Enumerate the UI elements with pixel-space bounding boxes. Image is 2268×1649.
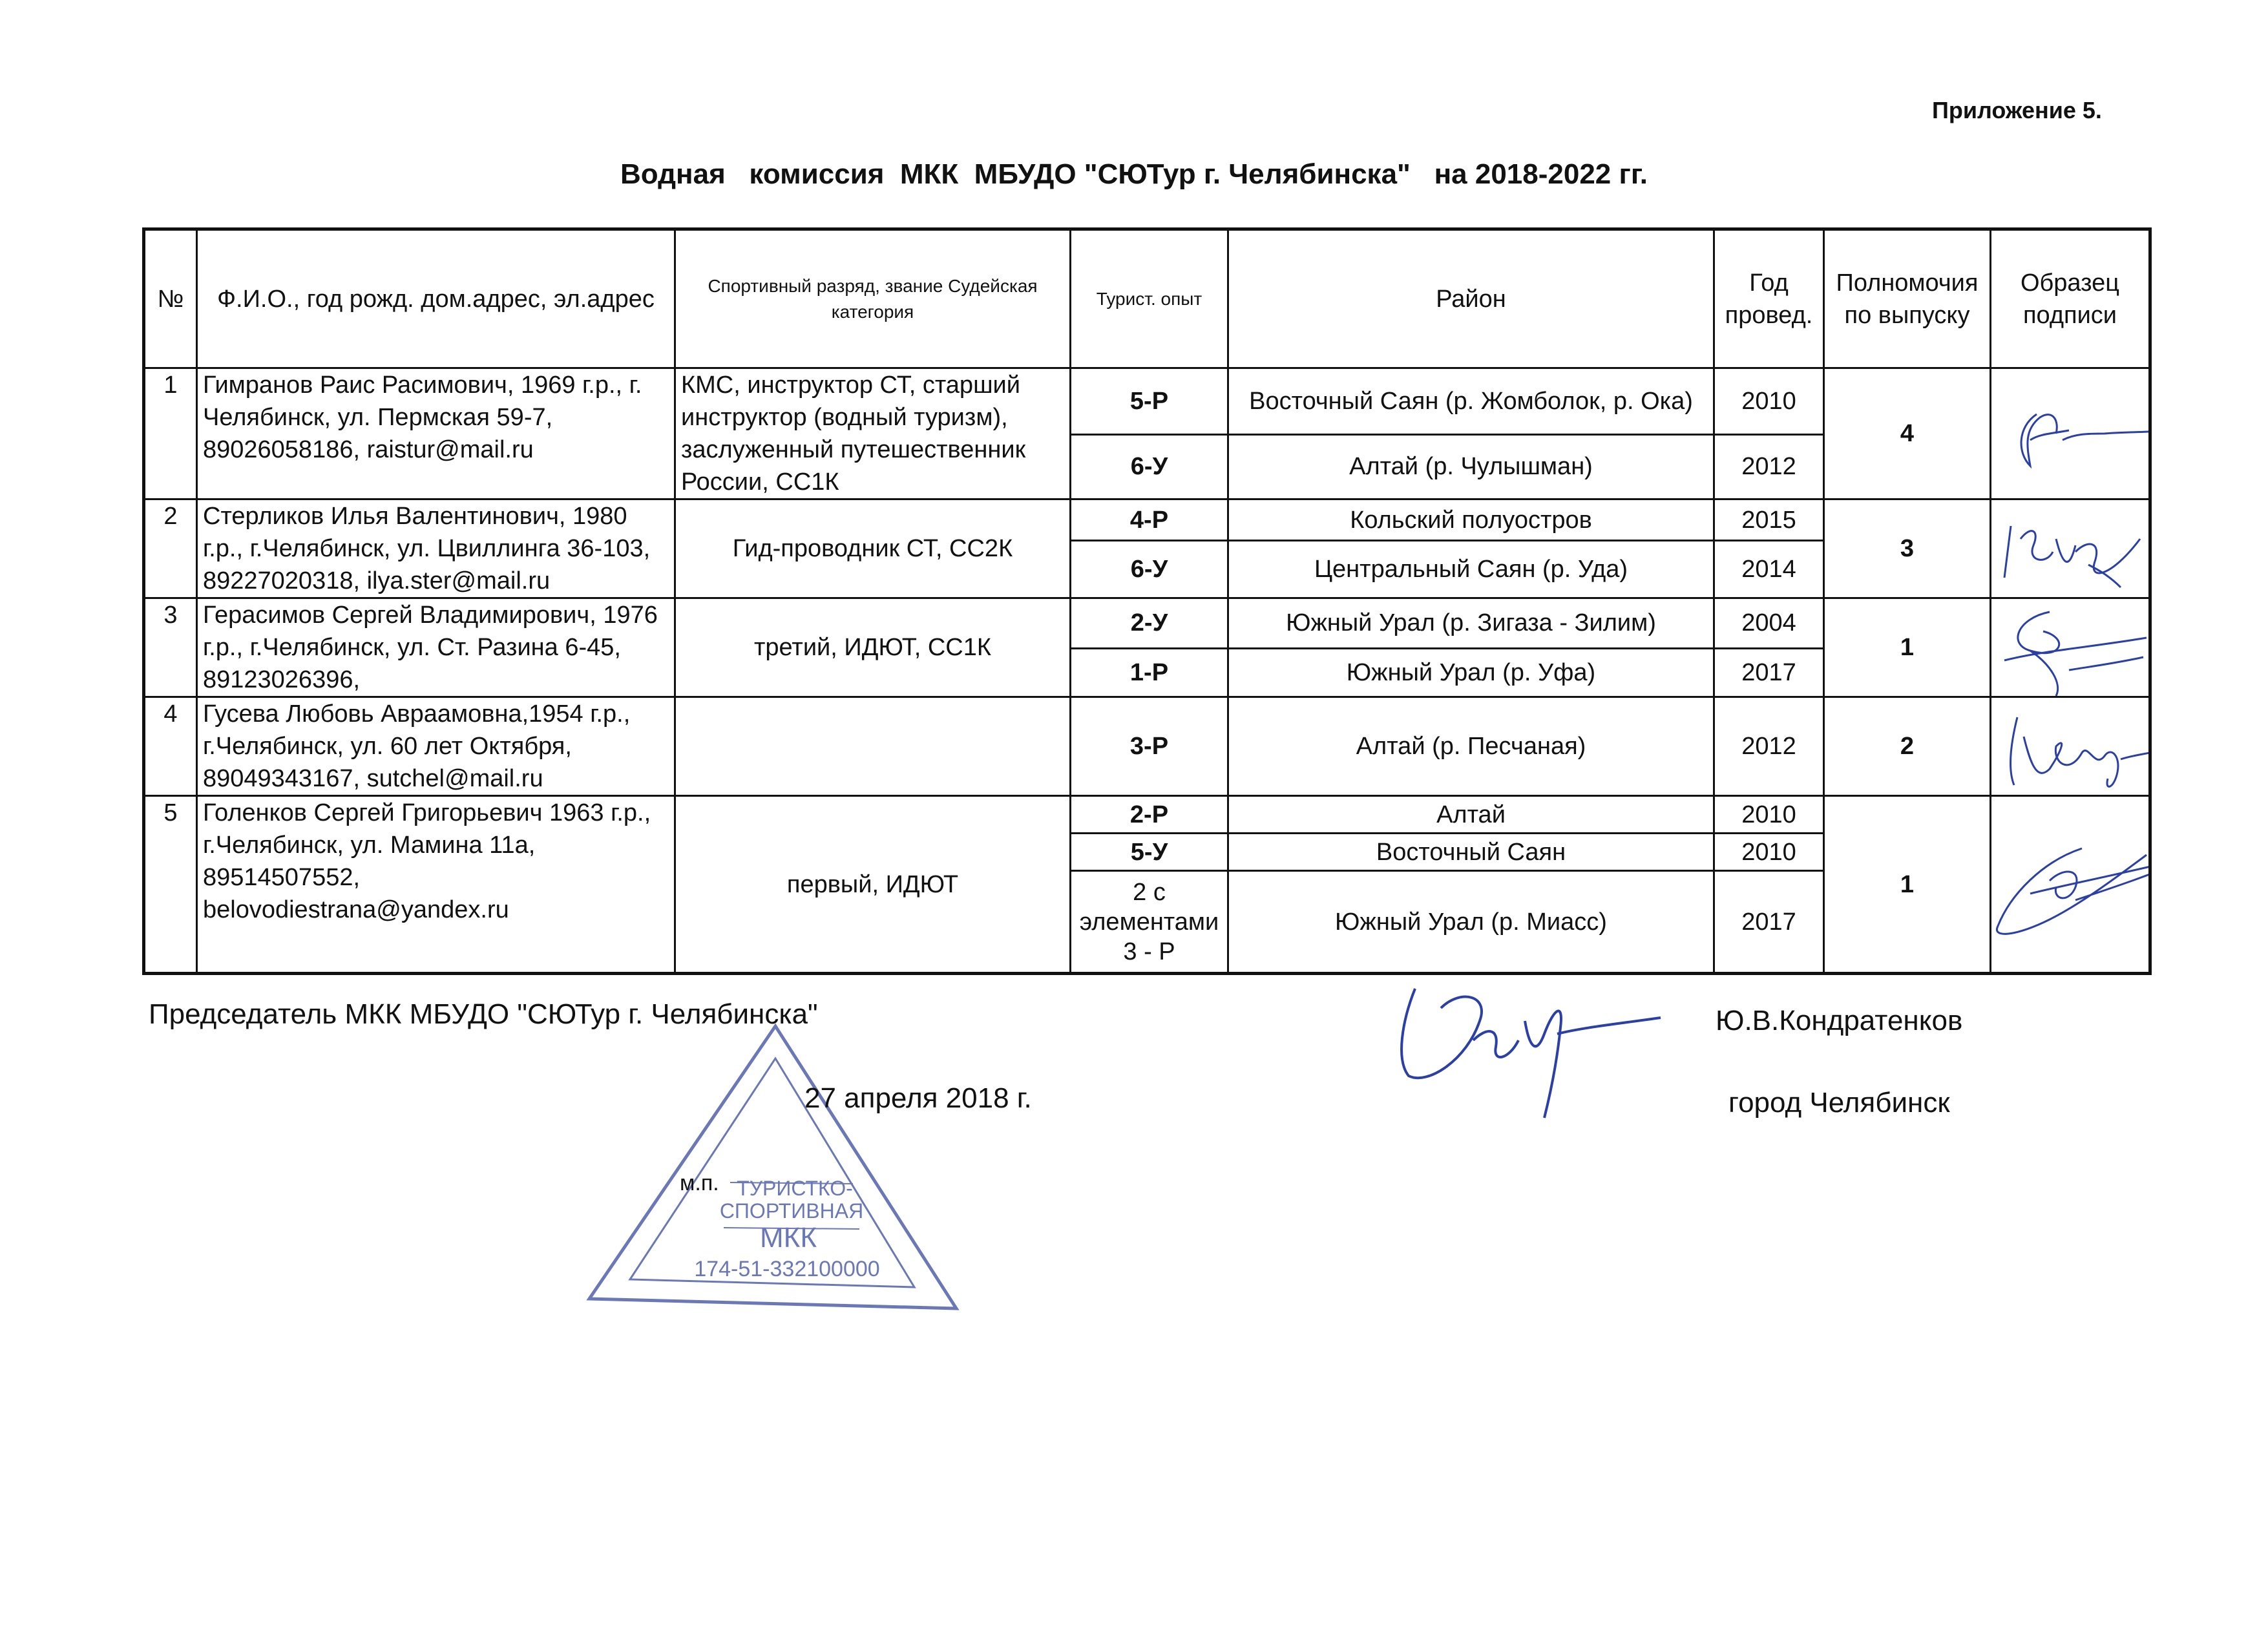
trip-experience: 2-У [1071, 598, 1228, 649]
trip-year: 2012 [1714, 697, 1824, 796]
trip-year: 2017 [1714, 648, 1824, 697]
header-authority: Полномочия по выпуску [1824, 229, 1991, 368]
trip-experience: 3-Р [1071, 697, 1228, 796]
person-info: Герасимов Сергей Владимирович, 1976 г.р., г.Челябинск, ул. Ст. Разина 6-45, 89123026396, [197, 598, 675, 697]
trip-year: 2010 [1714, 796, 1824, 834]
signature-sample [1991, 697, 2150, 796]
signature-image [1991, 599, 2150, 696]
signature-sample [1991, 796, 2150, 974]
signature-sample [1991, 499, 2150, 598]
header-person: Ф.И.О., год рожд. дом.адрес, эл.адрес [197, 229, 675, 368]
rank-info [675, 697, 1071, 796]
chairman-name: Ю.В.Кондратенков [1716, 1005, 1963, 1036]
city-label: город Челябинск [1728, 1087, 1950, 1119]
header-num: № [144, 229, 197, 368]
trip-experience: 6-У [1071, 434, 1228, 499]
trip-experience: 2 с элементами 3 - Р [1071, 871, 1228, 974]
appendix-label: Приложение 5. [1932, 97, 2102, 123]
trip-year: 2010 [1714, 368, 1824, 435]
trip-experience: 6-У [1071, 541, 1228, 598]
table-row [144, 697, 2150, 796]
header-rank: Спортивный разряд, звание Судейская категория [675, 229, 1071, 368]
stamp-line-2: СПОРТИВНАЯ [719, 1199, 864, 1223]
table-row [144, 598, 2150, 649]
trip-region: Кольский полуостров [1228, 499, 1714, 541]
authority-level: 3 [1824, 499, 1991, 598]
table-header-row [144, 229, 2150, 368]
chairman-label: Председатель МКК МБУДО "СЮТур г. Челябинска" [149, 998, 818, 1030]
trip-region: Алтай (р. Чулышман) [1228, 434, 1714, 499]
header-region: Район [1228, 229, 1714, 368]
table-row [144, 499, 2150, 541]
rank-info: первый, ИДЮТ [675, 796, 1071, 974]
trip-year: 2010 [1714, 834, 1824, 871]
document-title: Водная комиссия МКК МБУДО "СЮТур г. Челябинска" на 2018-2022 гг. [620, 158, 1648, 190]
table-row [144, 796, 2150, 834]
commission-table [142, 227, 2152, 975]
stamp-line-1: ТУРИСТКО- [737, 1177, 853, 1200]
header-signature: Образец подписи [1991, 229, 2150, 368]
authority-level: 4 [1824, 368, 1991, 499]
trip-experience: 5-Р [1071, 368, 1228, 435]
trip-year: 2014 [1714, 541, 1824, 598]
person-info: Стерликов Илья Валентинович, 1980 г.р., г.Челябинск, ул. Цвиллинга 36-103, 89227020318, ilya.ster@mail.ru [197, 499, 675, 598]
trip-region: Южный Урал (р. Уфа) [1228, 648, 1714, 697]
rank-info: КМС, инструктор СТ, старший инструктор (водный туризм), заслуженный путешественник России, СС1К [675, 368, 1071, 499]
row-number: 5 [144, 796, 197, 974]
stamp-center: МКК [760, 1222, 817, 1254]
trip-year: 2004 [1714, 598, 1824, 649]
person-info: Гимранов Раис Расимович, 1969 г.р., г. Челябинск, ул. Пермская 59-7, 89026058186, raistur@mail.ru [197, 368, 675, 499]
trip-experience: 4-Р [1071, 499, 1228, 541]
row-number: 4 [144, 697, 197, 796]
row-number: 3 [144, 598, 197, 697]
trip-region: Алтай (р. Песчаная) [1228, 697, 1714, 796]
rank-info: Гид-проводник СТ, СС2К [675, 499, 1071, 598]
signature-image [1991, 500, 2150, 597]
trip-region: Алтай [1228, 796, 1714, 834]
trip-year: 2015 [1714, 499, 1824, 541]
trip-experience: 1-Р [1071, 648, 1228, 697]
row-number: 2 [144, 499, 197, 598]
trip-experience: 5-У [1071, 834, 1228, 871]
seal-stamp [582, 1021, 982, 1318]
document-date: 27 апреля 2018 г. [804, 1082, 1032, 1114]
signature-sample [1991, 598, 2150, 697]
signature-image [1991, 698, 2150, 795]
trip-year: 2012 [1714, 434, 1824, 499]
signature-sample [1991, 368, 2150, 499]
signature-image [1991, 369, 2150, 498]
authority-level: 1 [1824, 598, 1991, 697]
person-info: Голенков Сергей Григорьевич 1963 г.р., г.Челябинск, ул. Мамина 11а, 89514507552, belovodiestrana@yandex.ru [197, 796, 675, 974]
header-experience: Турист. опыт [1071, 229, 1228, 368]
person-info: Гусева Любовь Авраамовна,1954 г.р., г.Челябинск, ул. 60 лет Октября, 89049343167, sutchel@mail.ru [197, 697, 675, 796]
stamp-number: 174-51-332100000 [694, 1257, 880, 1281]
trip-experience: 2-Р [1071, 796, 1228, 834]
table-row [144, 368, 2150, 435]
row-number: 1 [144, 368, 197, 499]
trip-region: Южный Урал (р. Миасс) [1228, 871, 1714, 974]
trip-year: 2017 [1714, 871, 1824, 974]
rank-info: третий, ИДЮТ, СС1К [675, 598, 1071, 697]
signature-image [1991, 797, 2150, 965]
trip-region: Восточный Саян (р. Жомболок, р. Ока) [1228, 368, 1714, 435]
header-year: Год провед. [1714, 229, 1824, 368]
authority-level: 1 [1824, 796, 1991, 974]
trip-region: Южный Урал (р. Зигаза - Зилим) [1228, 598, 1714, 649]
trip-region: Восточный Саян [1228, 834, 1714, 871]
authority-level: 2 [1824, 697, 1991, 796]
chairman-signature [1389, 963, 1686, 1131]
trip-region: Центральный Саян (р. Уда) [1228, 541, 1714, 598]
seal-place-label: м.п. [680, 1171, 719, 1195]
